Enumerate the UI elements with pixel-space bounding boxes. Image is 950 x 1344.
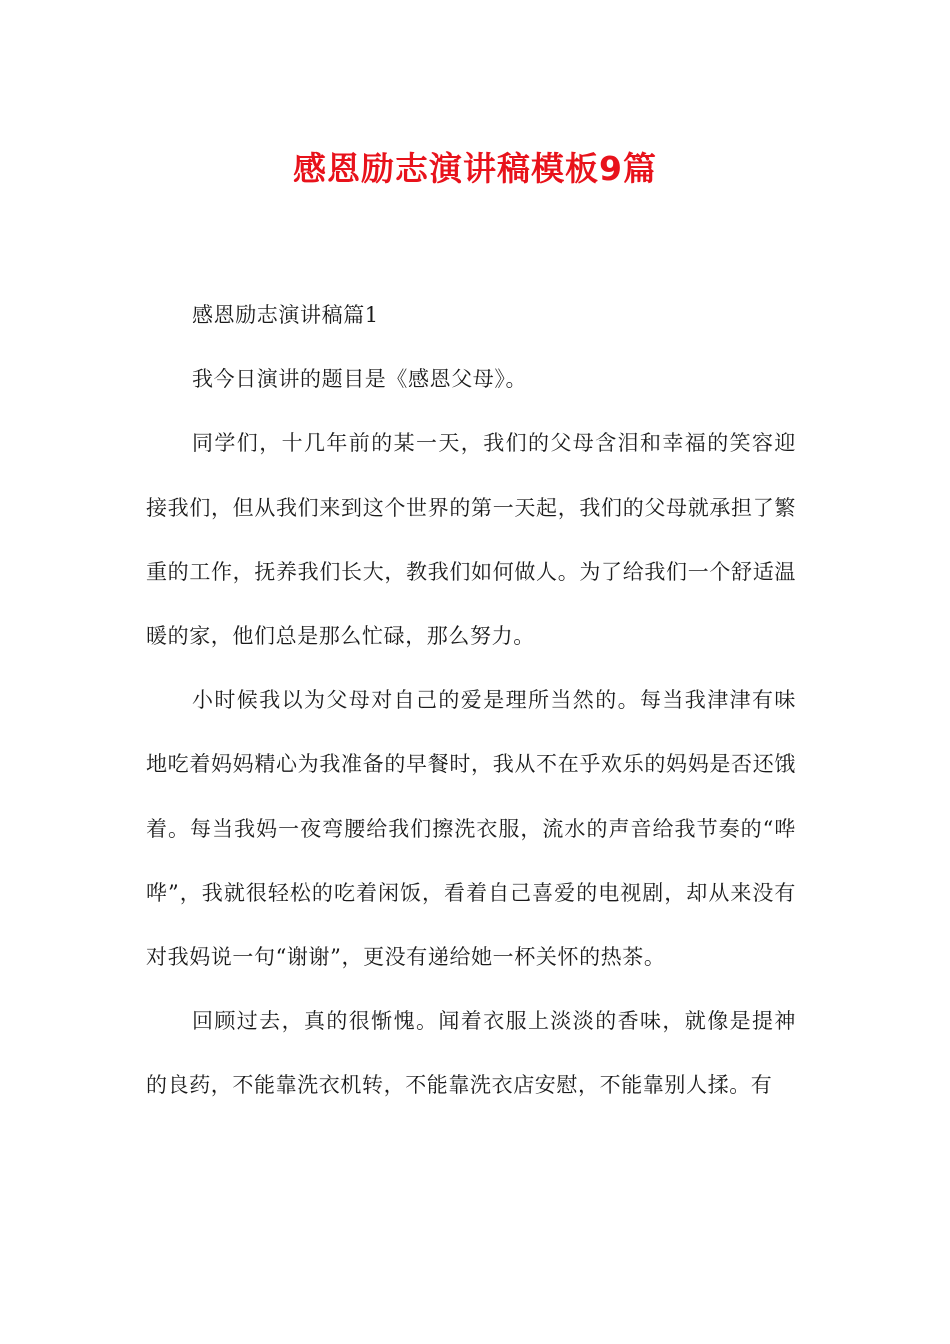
document-title: 感恩励志演讲稿模板9篇 xyxy=(293,149,657,188)
paragraph: 回顾过去，真的很惭愧。闻着衣服上淡淡的香味，就像是提神的良药，不能靠洗衣机转，不能靠洗衣店安慰，不能靠别人揉。有 xyxy=(146,1009,796,1098)
document-body xyxy=(146,283,796,1118)
paragraph: 同学们，十几年前的某一天，我们的父母含泪和幸福的笑容迎接我们，但从我们来到这个世界的第一天起，我们的父母就承担了繁重的工作，抚养我们长大，教我们如何做人。为了给我们一个舒适温暖的家，他们总是那么忙碌，那么努力。 xyxy=(146,431,796,649)
paragraph: 小时候我以为父母对自己的爱是理所当然的。每当我津津有味地吃着妈妈精心为我准备的早餐时，我从不在乎欢乐的妈妈是否还饿着。每当我妈一夜弯腰给我们擦洗衣服，流水的声音给我节奏的“哗哗”，我就很轻松的吃着闲饭，看着自己喜爱的电视剧，却从来没有对我妈说一句“谢谢”，更没有递给她一杯关怀的热茶。 xyxy=(146,688,796,970)
section-heading: 感恩励志演讲稿篇1 xyxy=(192,303,379,327)
paragraph: 我今日演讲的题目是《感恩父母》。 xyxy=(192,367,528,392)
